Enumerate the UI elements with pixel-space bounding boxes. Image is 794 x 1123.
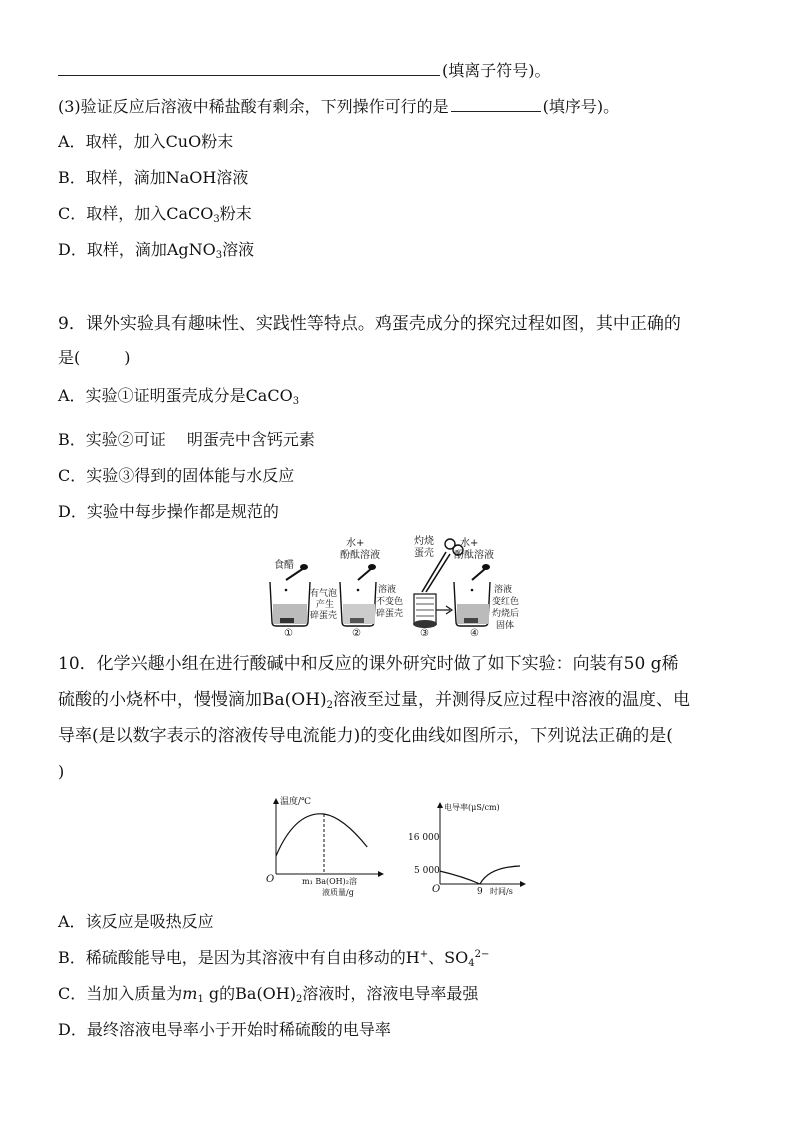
temp-y-arrow xyxy=(273,798,279,804)
cond-tick-5000: 5 000 xyxy=(414,866,440,876)
label-n1: ① xyxy=(284,628,293,639)
q10-option-c: C．当加入质量为$m_1$ g的$Ba(OH)_2$溶液时，溶液电导率最强 xyxy=(58,984,479,1005)
q10-option-a: A．该反应是吸热反应 xyxy=(58,912,214,931)
temp-x-arrow xyxy=(378,871,384,877)
q10-charts xyxy=(262,794,532,900)
label-water-1: 水+ xyxy=(346,538,365,549)
cond-y-arrow xyxy=(437,802,443,808)
temp-curve xyxy=(276,814,367,856)
cond-curve xyxy=(440,866,520,884)
beaker-4 xyxy=(454,564,490,626)
q8-option-a: A．取样，加入CuO粉末 xyxy=(58,132,234,151)
temp-xlabel-2: 液质量/g xyxy=(322,888,354,897)
label-no-change: 不变色 xyxy=(376,597,404,607)
label-phenol-1: 酚酞溶液 xyxy=(340,550,380,561)
temp-ylabel: 温度/℃ xyxy=(280,797,312,807)
q9-option-b: B．实验②可证 明蛋壳中含钙元素 xyxy=(58,430,315,449)
conductivity-chart xyxy=(408,802,526,897)
q9-stem-line1: 9．课外实验具有趣味性、实践性等特点。鸡蛋壳成分的探究过程如图，其中正确的 xyxy=(58,314,681,334)
eggshell-experiment-figure xyxy=(264,534,534,640)
q8-part3: (3)验证反应后溶液中稀盐酸有剩余，下列操作可行的是 (填序号)。 xyxy=(58,97,620,116)
q9-stem-line2: 是( ) xyxy=(58,348,131,367)
label-burn: 灼烧 xyxy=(414,536,434,547)
q9-option-a: A．实验①证明蛋壳成分是CaCO$_3$ xyxy=(58,386,300,407)
beaker-1 xyxy=(270,564,310,626)
q8-blank-line: (填离子符号)。 xyxy=(58,60,551,81)
label-eggshell: 蛋壳 xyxy=(414,548,434,559)
temp-origin: O xyxy=(266,874,275,885)
label-turns-red: 变红色 xyxy=(492,597,520,607)
temp-xlabel-1: m₁ Ba(OH)₂溶 xyxy=(302,877,357,886)
cond-xlabel: 时间/s xyxy=(490,887,513,896)
q10-option-b: B．稀硫酸能导电，是因为其溶液中有自由移动的H+、$SO_4^{2-}$ xyxy=(58,948,490,969)
q10-line3: 导率(是以数字表示的溶液传导电流能力)的变化曲线如图所示，下列说法正确的是( xyxy=(58,726,673,746)
beaker-2 xyxy=(340,564,376,626)
label-n3: ③ xyxy=(420,628,429,639)
label-shell-1: 碎蛋壳 xyxy=(310,611,338,621)
cond-ylabel: 电导率(μS/cm) xyxy=(444,803,500,812)
label-after-burn: 灼烧后 xyxy=(492,609,520,619)
q9-option-c: C．实验③得到的固体能与水反应 xyxy=(58,466,295,485)
label-bubbles: 有气泡 xyxy=(310,589,338,599)
label-n4: ④ xyxy=(470,628,479,639)
q9-option-d: D．实验中每步操作都是规范的 xyxy=(58,502,279,521)
label-vinegar: 食醋 xyxy=(274,560,294,571)
label-solution-2: 溶液 xyxy=(494,585,513,595)
temperature-chart xyxy=(266,795,384,897)
q10-option-d: D．最终溶液电导率小于开始时稀硫酸的电导率 xyxy=(58,1020,391,1039)
q8-option-b: B．取样，滴加NaOH溶液 xyxy=(58,168,249,187)
label-solid: 固体 xyxy=(496,621,515,631)
q8-option-d: D．取样，滴加AgNO$_3$溶液 xyxy=(58,240,255,261)
cond-x-arrow xyxy=(520,881,526,887)
label-n2: ② xyxy=(352,628,361,639)
label-phenol-2: 酚酞溶液 xyxy=(454,550,494,561)
q10-line2: 硫酸的小烧杯中，慢慢滴加$Ba(OH)_2$溶液至过量，并测得反应过程中溶液的温度、电 xyxy=(58,690,691,711)
cond-origin: O xyxy=(432,884,441,895)
cond-tick-9: 9 xyxy=(477,887,483,897)
label-water-2: 水+ xyxy=(460,538,479,549)
q10-line1: 10．化学兴趣小组在进行酸碱中和反应的课外研究时做了如下实验：向装有50 g稀 xyxy=(58,654,679,674)
label-bubbles-2: 产生 xyxy=(316,600,335,610)
answer-blank[interactable] xyxy=(451,96,541,112)
q10-line4: ) xyxy=(58,762,65,781)
label-shell-2: 碎蛋壳 xyxy=(376,609,404,619)
answer-blank[interactable] xyxy=(58,60,440,76)
label-solution: 溶液 xyxy=(378,585,397,595)
q8-option-c: C．取样，加入CaCO$_3$粉末 xyxy=(58,204,252,225)
cond-tick-16000: 16 000 xyxy=(408,833,440,843)
